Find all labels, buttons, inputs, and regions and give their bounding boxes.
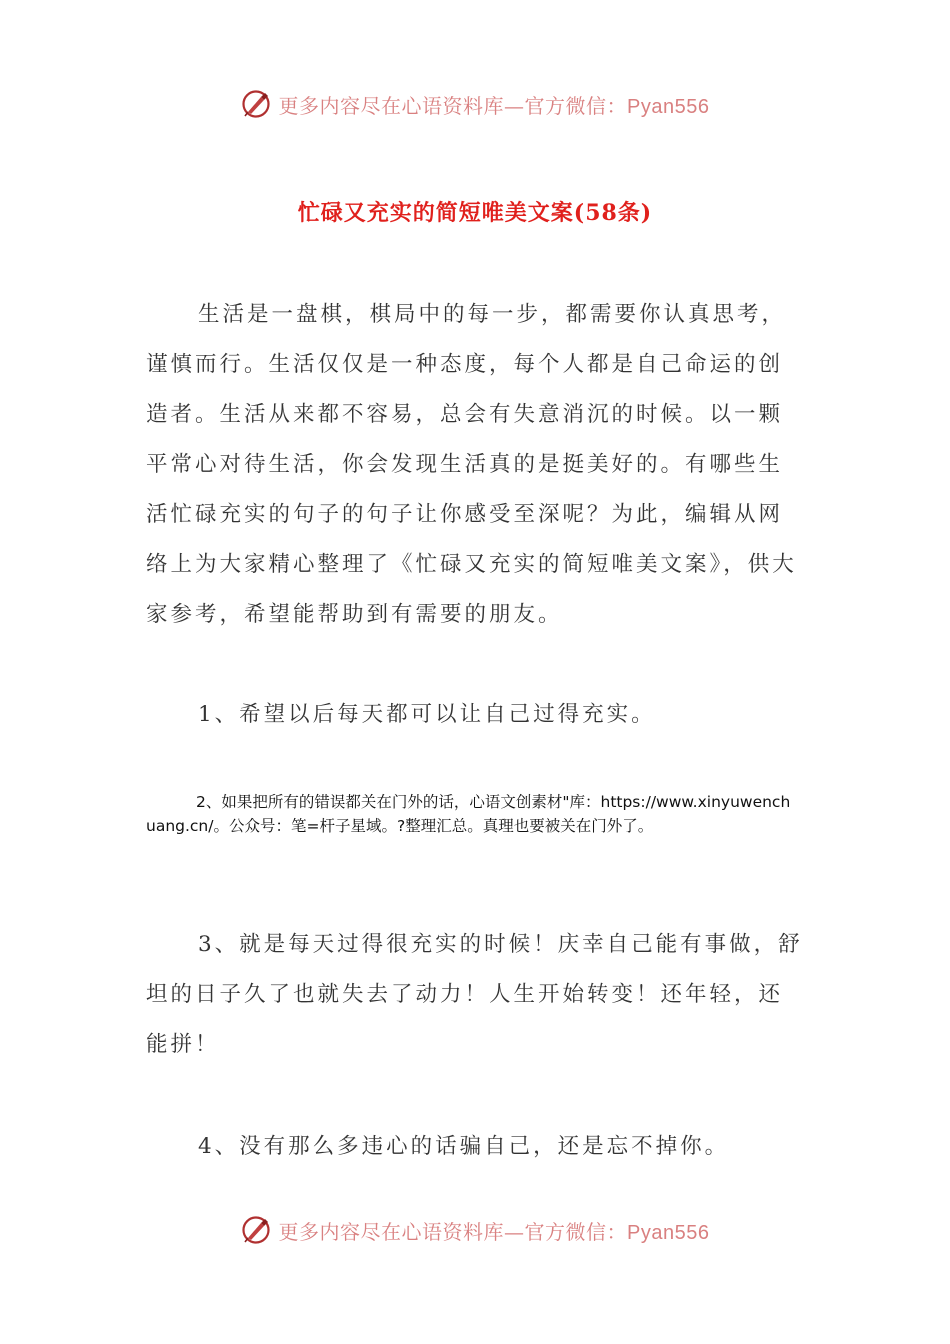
header-banner [0, 84, 950, 124]
list-item: 2、如果把所有的错误都关在门外的话，心语文创素材"库：https://www.xinyuwenchuang.cn/。公众号：笔=杆子星域。?整理汇总。真理也要被关在门外了。 [146, 793, 791, 835]
intro-paragraph: 生活是一盘棋，棋局中的每一步，都需要你认真思考，谨慎而行。生活仅仅是一种态度，每个人都是自己命运的创造者。生活从来都不容易，总会有失意消沉的时候。以一颗平常心对待生活，你会发现生活真的是挺美好的。有哪些生活忙碌充实的句子的句子让你感受至深呢？为此，编辑从网络上为大家精心整理了《忙碌又充实的简短唯美文案》，供大家参考，希望能帮助到有需要的朋友。 [146, 302, 797, 627]
pen-nib-logo-icon [241, 89, 271, 119]
list-item: 4、没有那么多违心的话骗自己，还是忘不掉你。 [198, 1134, 730, 1159]
header-banner-text: 更多内容尽在心语资料库—官方微信：Pyan556 [278, 93, 710, 118]
wechat-id: Pyan556 [627, 95, 710, 118]
document-title: 忙碌又充实的简短唯美文案(58条) [297, 200, 653, 226]
list-item: 3、就是每天过得很充实的时候！庆幸自己能有事做，舒坦的日子久了也就失去了动力！人生开始转变！还年轻，还能拼！ [146, 932, 803, 1057]
footer-banner [0, 1210, 950, 1250]
pen-nib-logo-icon [241, 1215, 271, 1245]
footer-banner-text: 更多内容尽在心语资料库—官方微信：Pyan556 [278, 1219, 710, 1244]
list-item: 1、希望以后每天都可以让自己过得充实。 [198, 702, 656, 727]
wechat-id: Pyan556 [627, 1221, 710, 1244]
